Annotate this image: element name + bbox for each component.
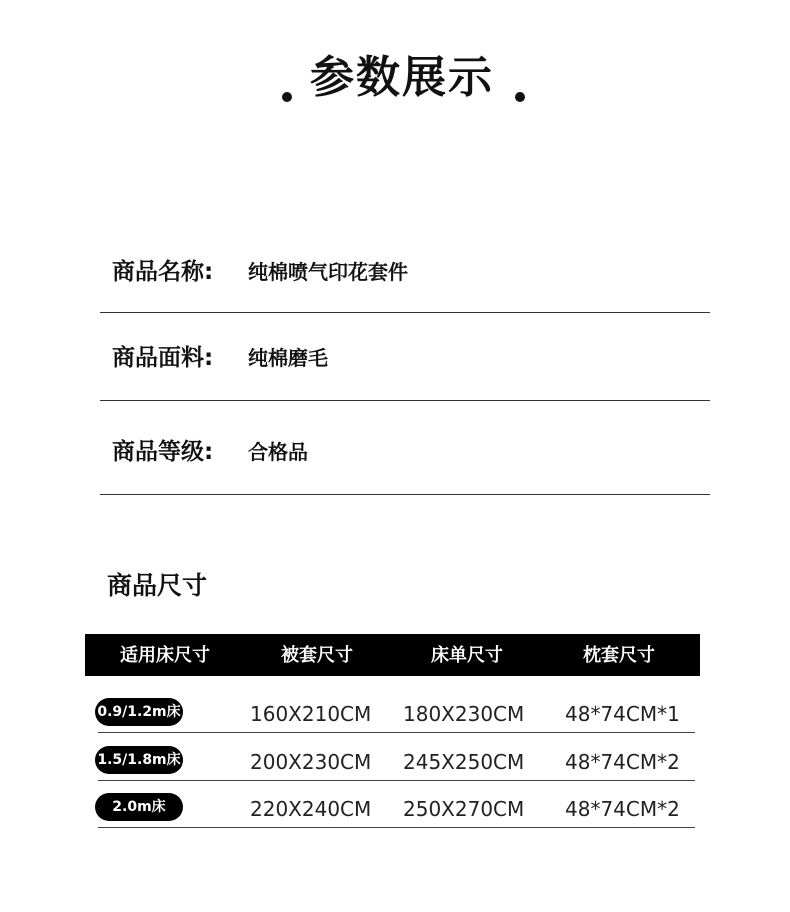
divider <box>100 312 710 313</box>
header-bed: 适用床尺寸 <box>120 645 210 666</box>
param-row-name <box>100 250 710 294</box>
header-pillow: 枕套尺寸 <box>583 645 655 666</box>
table-row <box>85 789 700 829</box>
param-value: 纯棉磨毛 <box>248 346 328 370</box>
section-title <box>0 40 790 120</box>
row-divider <box>98 732 695 733</box>
param-label: 商品名称: <box>112 259 214 285</box>
title-right-dot <box>515 92 525 102</box>
table-row <box>85 694 700 734</box>
row-divider <box>98 780 695 781</box>
param-label: 商品等级: <box>112 439 214 465</box>
pillow-size: 48*74CM*1 <box>565 702 680 726</box>
header-sheet: 床单尺寸 <box>431 645 503 666</box>
table-row <box>85 742 700 782</box>
divider <box>100 400 710 401</box>
bed-size-badge: 1.5/1.8m床 <box>95 746 183 774</box>
title-left-dot <box>282 92 292 102</box>
page-title: 参数展示 <box>310 52 494 103</box>
pillow-size: 48*74CM*2 <box>565 750 680 774</box>
pillow-size: 48*74CM*2 <box>565 797 680 821</box>
header-quilt: 被套尺寸 <box>281 645 353 666</box>
size-table-header <box>85 634 700 676</box>
param-label: 商品面料: <box>112 345 214 371</box>
sheet-size: 180X230CM <box>403 702 525 726</box>
divider <box>100 494 710 495</box>
param-value: 合格品 <box>248 440 308 464</box>
quilt-size: 220X240CM <box>250 797 372 821</box>
size-heading: 商品尺寸 <box>107 571 208 600</box>
param-row-fabric <box>100 336 710 380</box>
sheet-size: 250X270CM <box>403 797 525 821</box>
quilt-size: 160X210CM <box>250 702 372 726</box>
sheet-size: 245X250CM <box>403 750 525 774</box>
quilt-size: 200X230CM <box>250 750 372 774</box>
row-divider <box>98 827 695 828</box>
param-row-grade <box>100 430 710 474</box>
bed-size-badge: 2.0m床 <box>95 793 183 821</box>
bed-size-badge: 0.9/1.2m床 <box>95 698 183 726</box>
param-value: 纯棉喷气印花套件 <box>248 260 408 284</box>
